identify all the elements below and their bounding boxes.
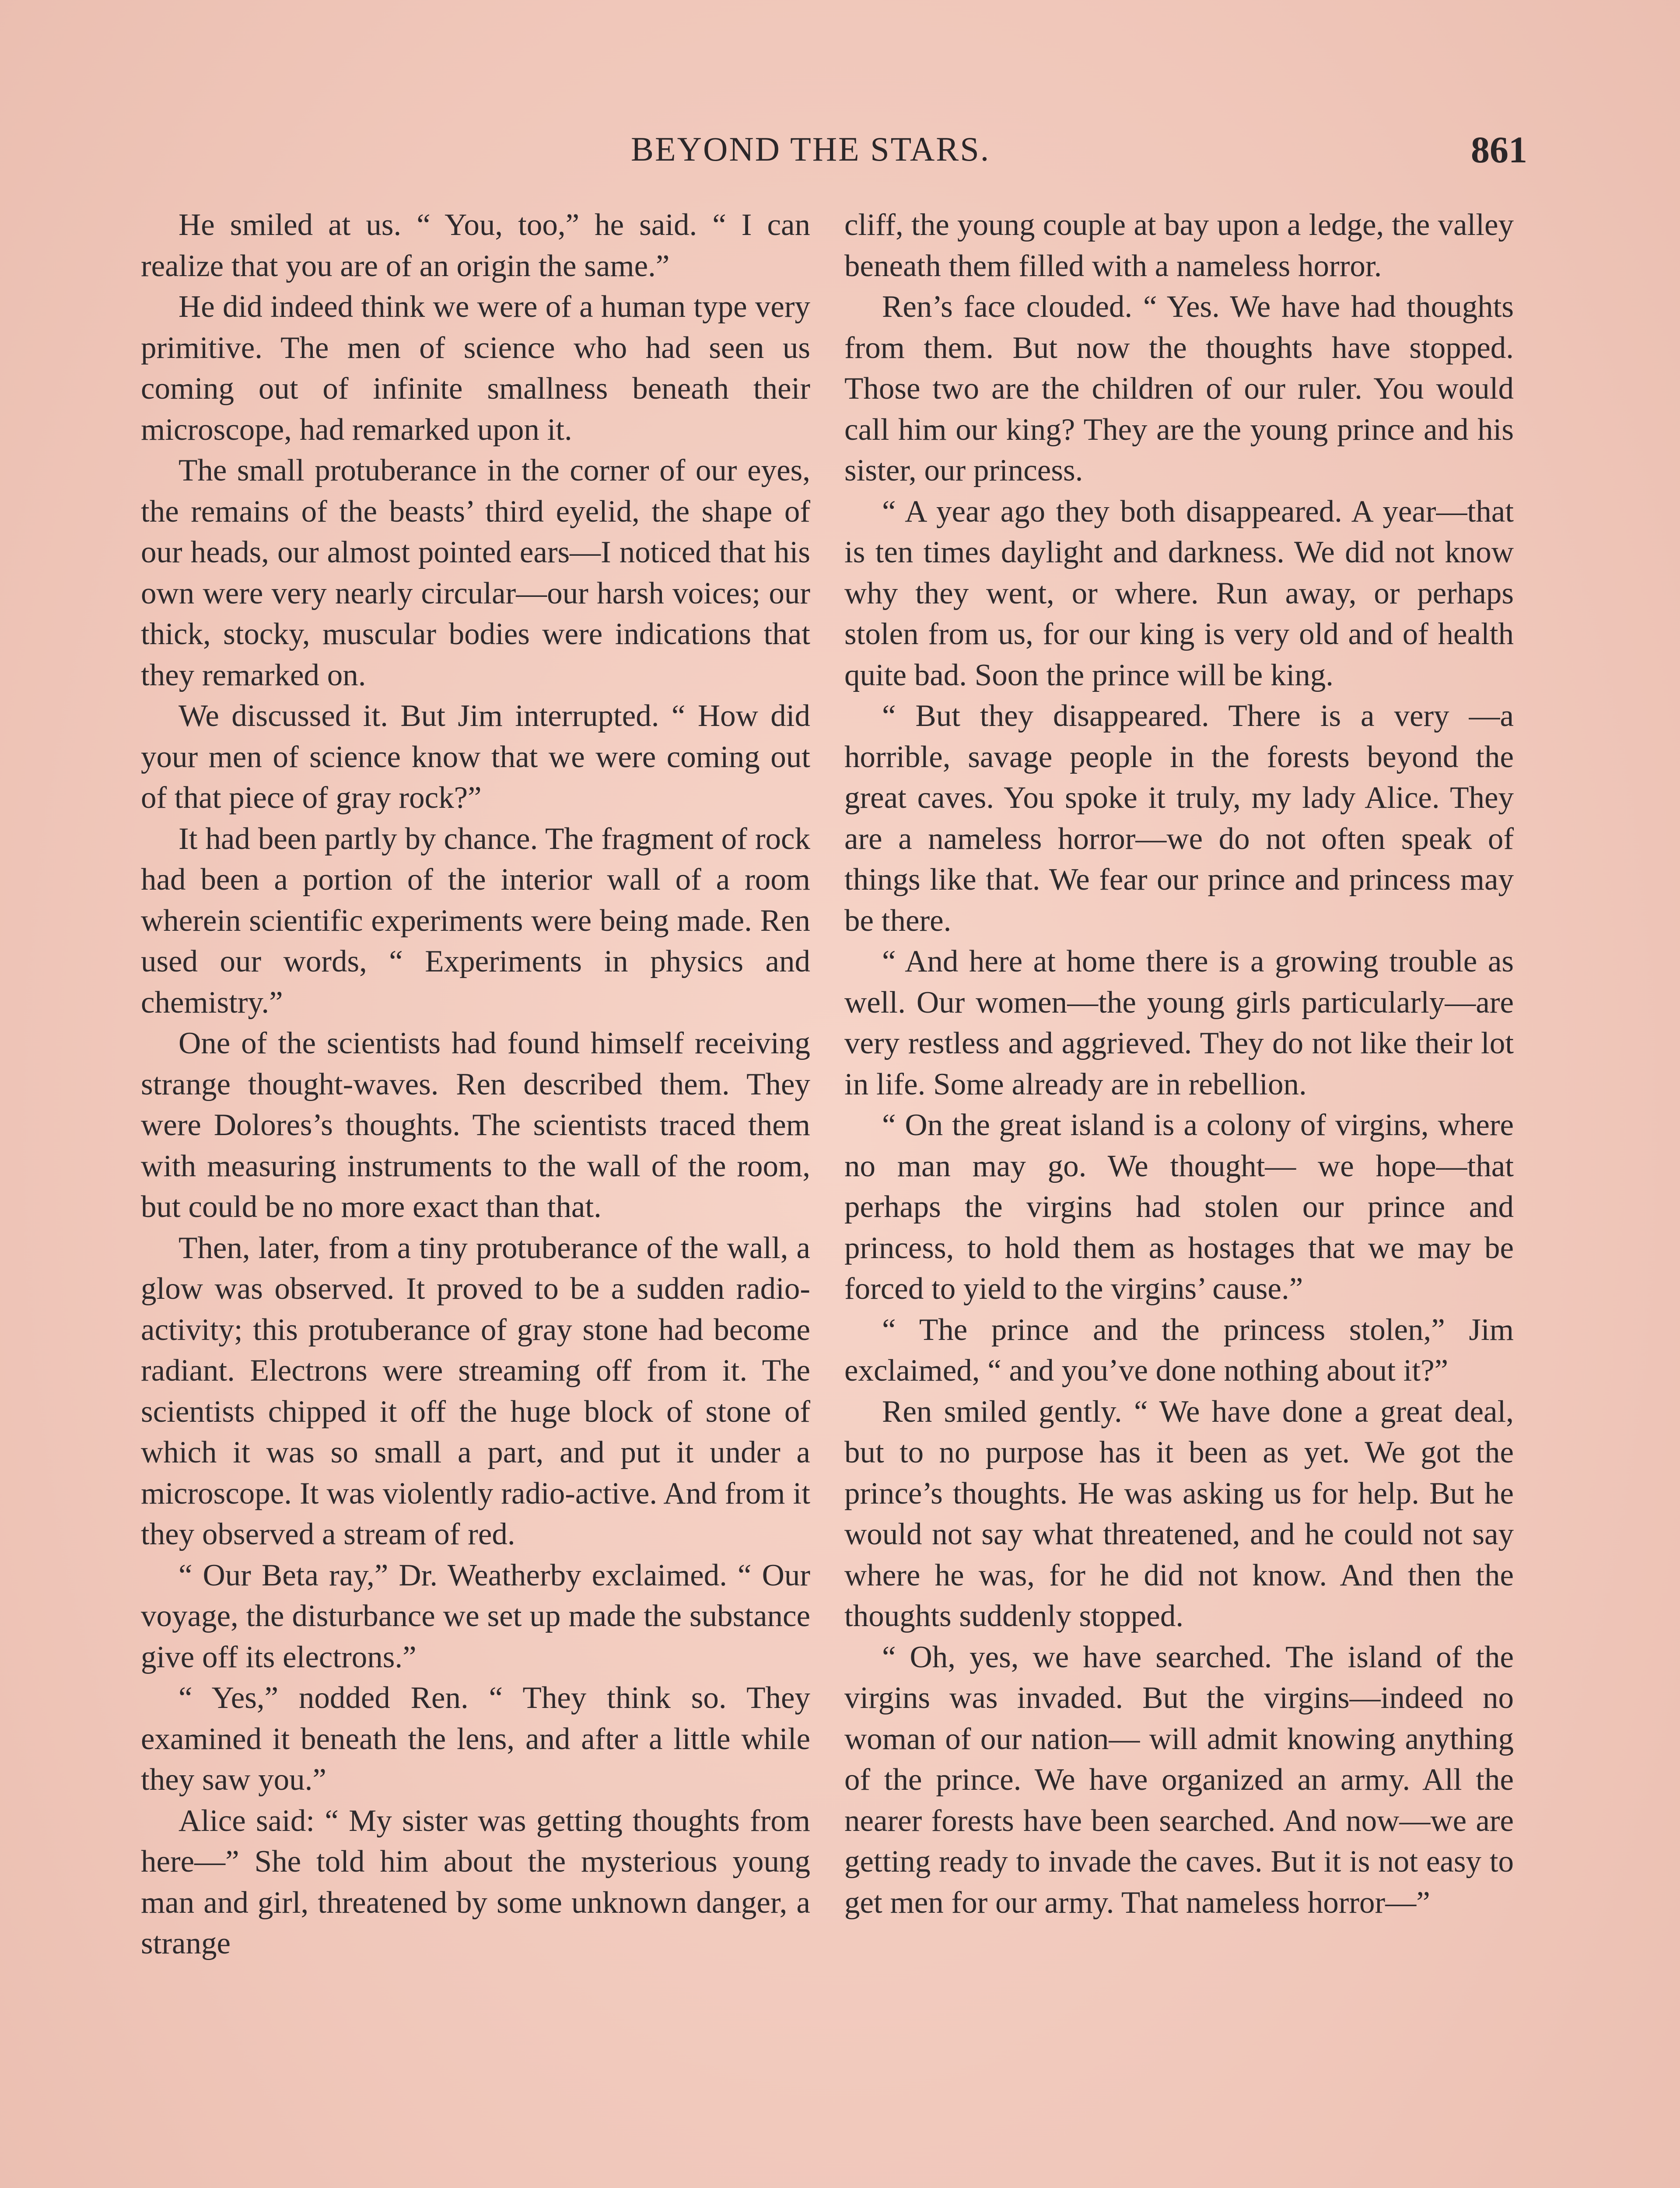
- paragraph: “ Yes,” nodded Ren. “ They think so. They examined it beneath the lens, and after a little while they saw you.”: [141, 1681, 810, 1797]
- paragraph-continued: cliff, the young couple at bay upon a ledge, the valley beneath them filled with a nameless horror.: [844, 208, 1514, 283]
- paragraph: Ren smiled gently. “ We have done a great deal, but to no purpose has it been as yet. We got the prince’s thoughts. He was asking us for help. But he would not say what threatened, and he could not say where he was, for he did not know. And then the thoughts suddenly stopped.: [844, 1394, 1514, 1633]
- paragraph: The small protuberance in the corner of our eyes, the remains of the beasts’ third eyelid, the shape of our heads, our almost pointed ears—I noticed that his own were very nearly circular—our harsh voices; our thick, stocky, muscular bodies were indications that they remarked on.: [141, 453, 810, 692]
- paragraph: It had been partly by chance. The fragment of rock had been a portion of the interior wall of a room wherein scientific experiments were being made. Ren used our words, “ Experiments in physics and chemistry.”: [141, 821, 810, 1020]
- paragraph: We discussed it. But Jim interrupted. “ How did your men of science know that we were coming out of that piece of gray rock?”: [141, 699, 810, 815]
- right-column: [844, 205, 1514, 1923]
- paragraph: Alice said: “ My sister was getting thoughts from here—” She told him about the mysterious young man and girl, threatened by some unknown danger, a strange: [141, 1803, 810, 1960]
- paragraph: “ Our Beta ray,” Dr. Weatherby exclaimed. “ Our voyage, the disturbance we set up made the substance give off its electrons.”: [141, 1558, 810, 1674]
- paragraph: “ And here at home there is a growing trouble as well. Our women—the young girls particularly—are very restless and aggrieved. They do not like their lot in life. Some already are in rebellion.: [844, 944, 1514, 1101]
- paragraph: “ A year ago they both disappeared. A year—that is ten times daylight and darkness. We did not know why they went, or where. Run away, or perhaps stolen from us, for our king is very old and of health quite bad. Soon the prince will be king.: [844, 494, 1514, 692]
- paragraph: Ren’s face clouded. “ Yes. We have had thoughts from them. But now the thoughts have stopped. Those two are the children of our ruler. You would call him our king? They are the young prince and his sister, our princess.: [844, 290, 1514, 487]
- paragraph: “ On the great island is a colony of virgins, where no man may go. We thought— we hope—that perhaps the virgins had stolen our prince and princess, to hold them as hostages that we may be forced to yield to the virgins’ cause.”: [844, 1108, 1514, 1306]
- running-title: BEYOND THE STARS.: [631, 130, 990, 168]
- paragraph: “ Oh, yes, we have searched. The island of the virgins was invaded. But the virgins—indeed no woman of our nation— will admit knowing anything of the prince. We have organized an army. All the nearer forests have been searched. And now—we are getting ready to invade the caves. But it is not easy to get men for our army. That nameless horror—”: [844, 1640, 1514, 1920]
- paragraph: “ But they disappeared. There is a very —a horrible, savage people in the forests beyond the great caves. You spoke it truly, my lady Alice. They are a nameless horror—we do not often speak of things like that. We fear our prince and princess may be there.: [844, 699, 1514, 938]
- page-number: 861: [1471, 129, 1527, 171]
- left-column: [141, 205, 810, 1964]
- paragraph: One of the scientists had found himself receiving strange thought-waves. Ren described them. They were Dolores’s thoughts. The scientists traced them with measuring instruments to the wall of the room, but could be no more exact than that.: [141, 1026, 810, 1224]
- paragraph: “ The prince and the princess stolen,” Jim exclaimed, “ and you’ve done nothing about it?”: [844, 1312, 1514, 1388]
- paragraph: Then, later, from a tiny protuberance of the wall, a glow was observed. It proved to be a sudden radio-activity; this protuberance of gray stone had become radiant. Electrons were streaming off from it. The scientists chipped it off the huge block of stone of which it was so small a part, and put it under a microscope. It was violently radio-active. And from it they observed a stream of red.: [141, 1231, 810, 1551]
- paragraph: He smiled at us. “ You, too,” he said. “ I can realize that you are of an origin the same.”: [141, 208, 810, 283]
- paragraph: He did indeed think we were of a human type very primitive. The men of science who had seen us coming out of infinite smallness beneath their microscope, had remarked upon it.: [141, 290, 810, 447]
